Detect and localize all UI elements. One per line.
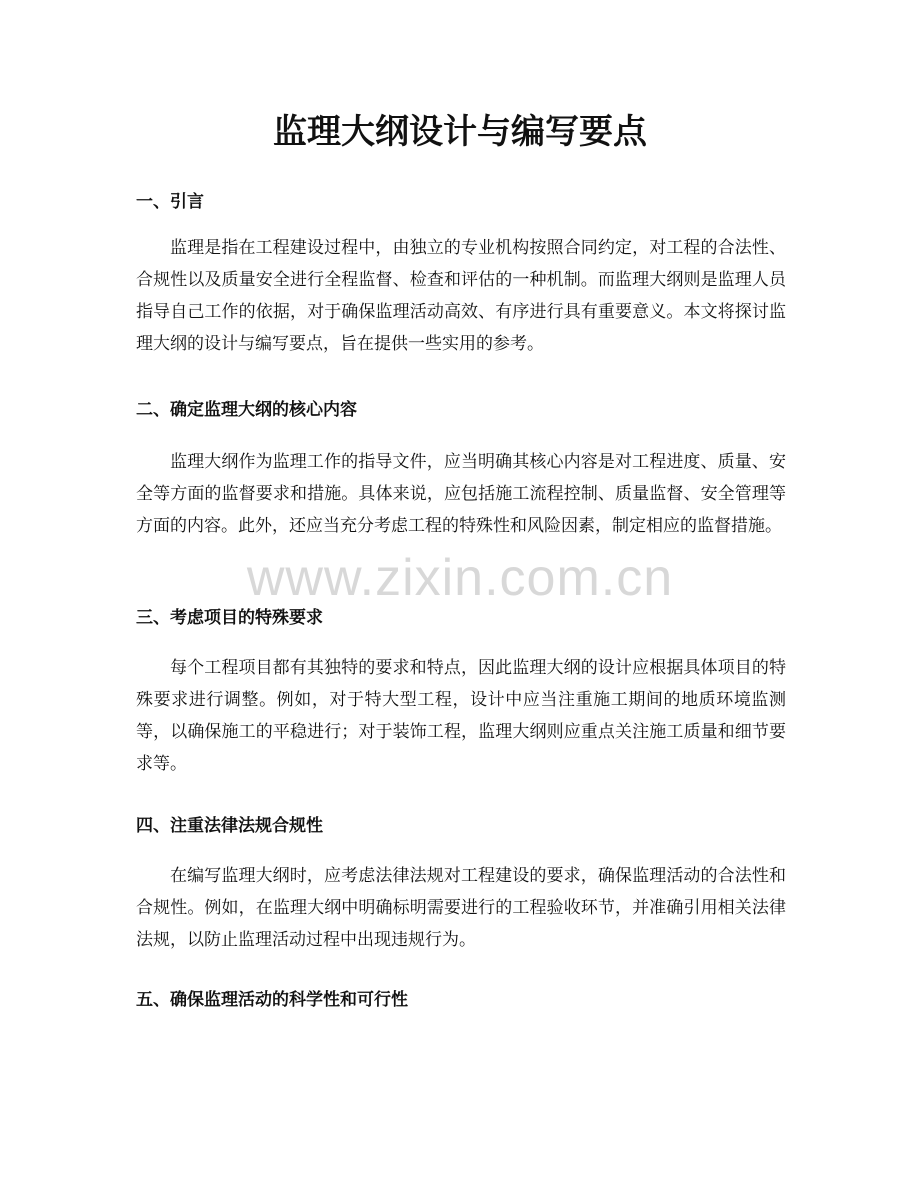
section-paragraph-special-requirements: 每个工程项目都有其独特的要求和特点，因此监理大纲的设计应根据具体项目的特殊要求进行调整。例如，对于特大型工程，设计中应当注重施工期间的地质环境监测等，以确保施工的平稳进行；对于装饰工程，监理大纲则应重点关注施工质量和细节要求等。 [136,658,786,774]
section-paragraph-introduction: 监理是指在工程建设过程中，由独立的专业机构按照合同约定，对工程的合法性、合规性以及质量安全进行全程监督、检查和评估的一种机制。而监理大纲则是监理人员指导自己工作的依据，对于确保监理活动高效、有序进行具有重要意义。本文将探讨监理大纲的设计与编写要点，旨在提供一些实用的参考。 [136,238,786,354]
section-heading-special-requirements: 三、考虑项目的特殊要求 [136,608,323,628]
document-title: 监理大纲设计与编写要点 [273,112,647,152]
section-heading-core-content: 二、确定监理大纲的核心内容 [136,400,357,420]
section-paragraph-legal-compliance: 在编写监理大纲时，应考虑法律法规对工程建设的要求，确保监理活动的合法性和合规性。例如，在监理大纲中明确标明需要进行的工程验收环节，并准确引用相关法律法规，以防止监理活动过程中出现违规行为。 [136,866,786,950]
section-paragraph-core-content: 监理大纲作为监理工作的指导文件，应当明确其核心内容是对工程进度、质量、安全等方面的监督要求和措施。具体来说，应包括施工流程控制、质量监督、安全管理等方面的内容。此外，还应当充分考虑工程的特殊性和风险因素，制定相应的监督措施。 [136,452,786,536]
section-heading-scientific-feasibility: 五、确保监理活动的科学性和可行性 [136,990,408,1010]
section-heading-introduction: 一、引言 [136,192,204,212]
section-heading-legal-compliance: 四、注重法律法规合规性 [136,816,323,836]
watermark: www.zixin.com.cn [246,549,674,607]
